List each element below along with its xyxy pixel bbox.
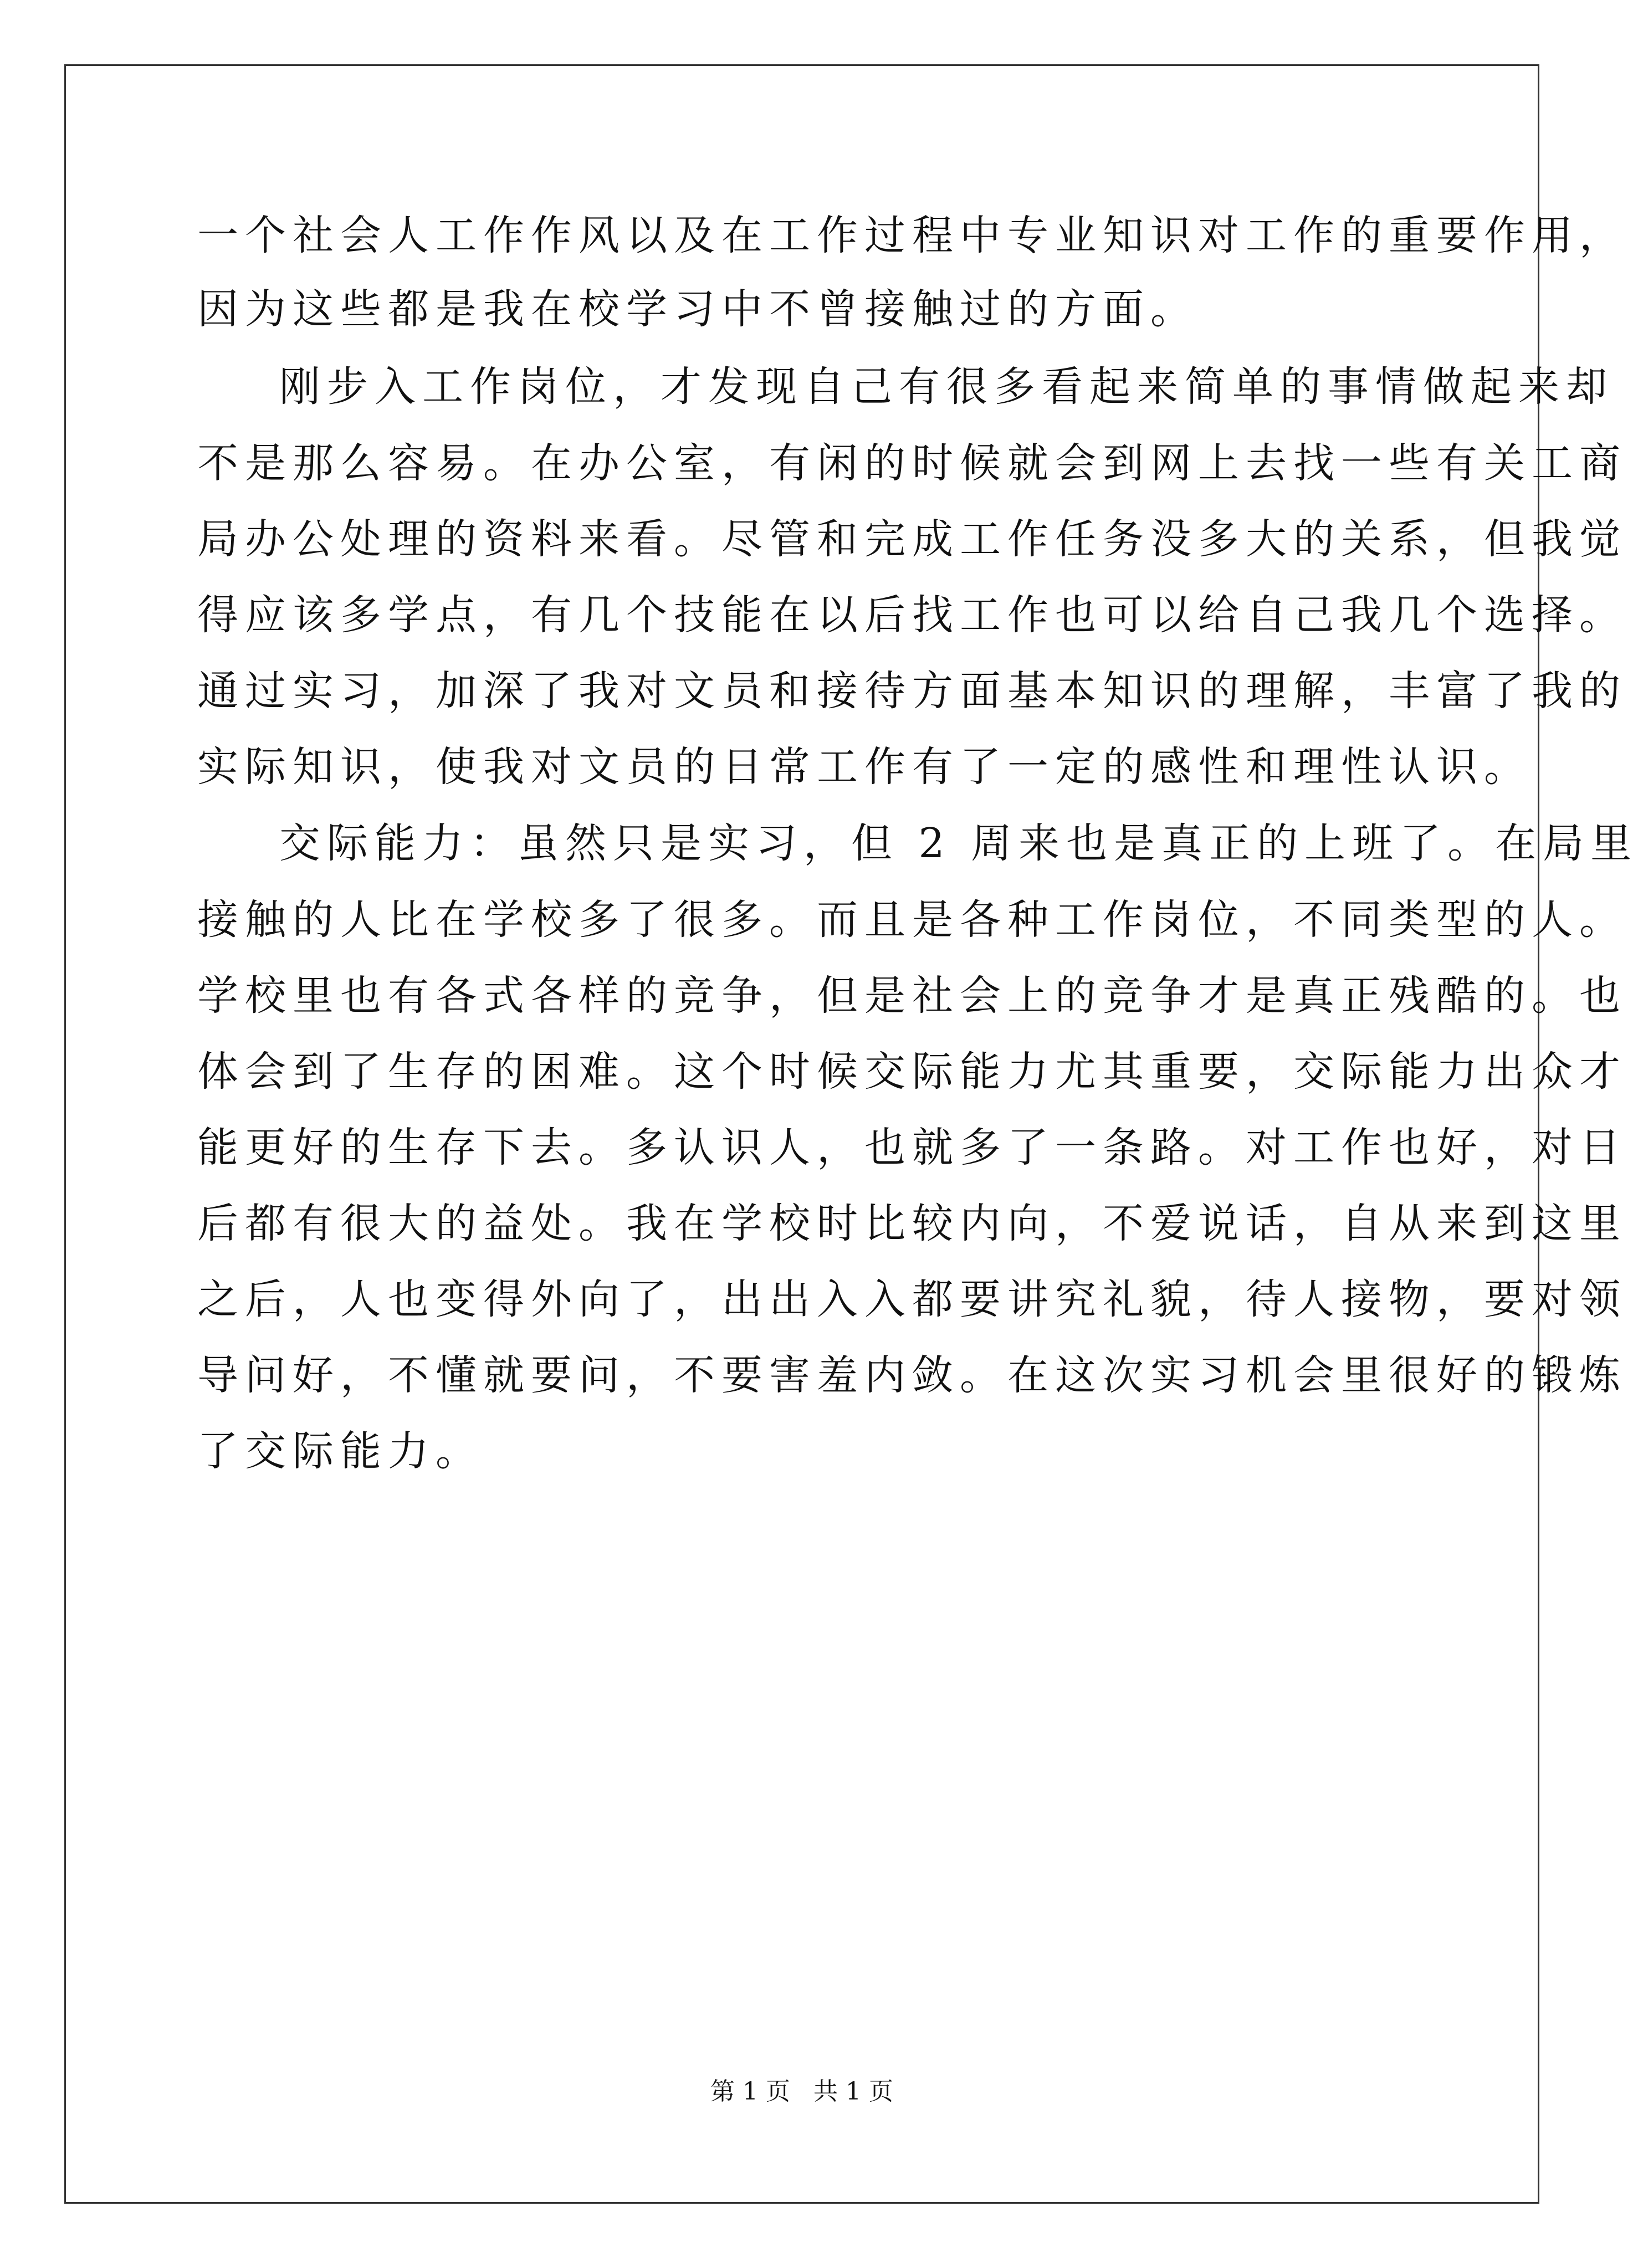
text-line: 实际知识，使我对文员的日常工作有了一定的感性和理性认识。 <box>197 743 1532 791</box>
text-line: 一个社会人工作作风以及在工作过程中专业知识对工作的重要作用， <box>197 212 1627 259</box>
text-line: 学校里也有各式各样的竞争，但是社会上的竞争才是真正残酷的。也 <box>197 972 1627 1020</box>
text-line: 后都有很大的益处。我在学校时比较内向，不爱说话，自从来到这里 <box>197 1200 1627 1247</box>
text-line: 得应该多学点，有几个技能在以后找工作也可以给自己我几个选择。 <box>197 591 1627 639</box>
text-line: 接触的人比在学校多了很多。而且是各种工作岗位，不同类型的人。 <box>197 896 1627 944</box>
page-footer <box>0 2075 1604 2108</box>
paragraph-first-line: 交际能力：虽然只是实习，但 2 周来也是真正的上班了。在局里 <box>279 820 1638 867</box>
text-line: 通过实习，加深了我对文员和接待方面基本知识的理解，丰富了我的 <box>197 667 1627 715</box>
page-number: 第 1 页 <box>710 2077 790 2106</box>
text-line: 了交际能力。 <box>197 1427 483 1475</box>
text-line: 之后，人也变得外向了，出出入入都要讲究礼貌，待人接物，要对领 <box>197 1276 1627 1323</box>
text-line: 局办公处理的资料来看。尽管和完成工作任务没多大的关系，但我觉 <box>197 515 1627 563</box>
text-line: 导问好，不懂就要问，不要害羞内敛。在这次实习机会里很好的锻炼 <box>197 1351 1627 1399</box>
text-line: 能更好的生存下去。多认识人，也就多了一条路。对工作也好，对日 <box>197 1124 1627 1171</box>
text-line: 因为这些都是我在校学习中不曾接触过的方面。 <box>197 285 1198 333</box>
paragraph-first-line: 刚步入工作岗位，才发现自己有很多看起来简单的事情做起来却 <box>279 363 1614 411</box>
text-line: 不是那么容易。在办公室，有闲的时候就会到网上去找一些有关工商 <box>197 439 1627 487</box>
page-total: 共 1 页 <box>813 2077 893 2106</box>
text-line: 体会到了生存的困难。这个时候交际能力尤其重要，交际能力出众才 <box>197 1048 1627 1095</box>
